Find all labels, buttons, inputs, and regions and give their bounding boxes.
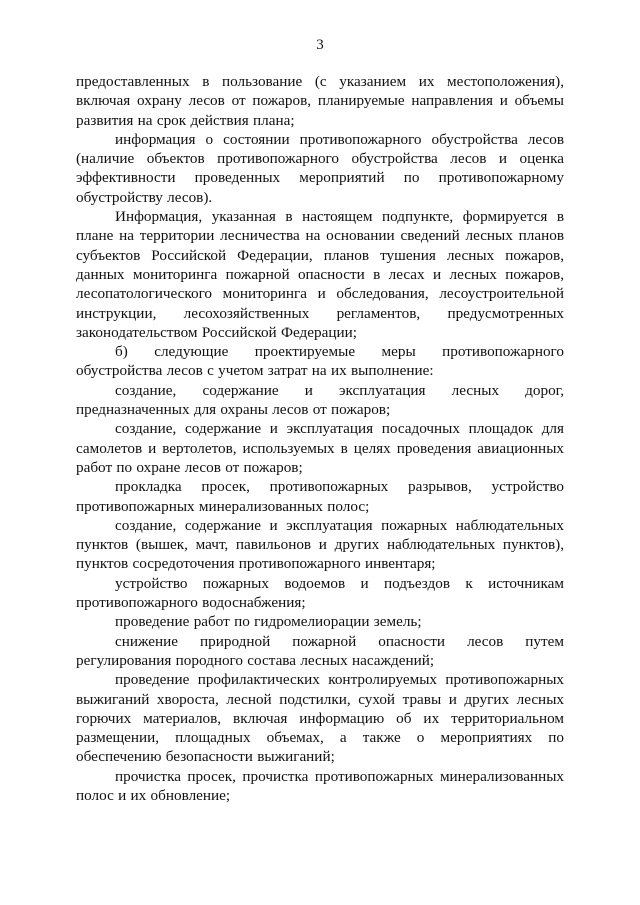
paragraph: информация о состоянии противопожарного обустройства лесов (наличие объектов противопожарного обустройства лесов и оценка эффективности проведенных мероприятий по противопожарному обустройству лесов).	[76, 130, 564, 206]
paragraph: создание, содержание и эксплуатация посадочных площадок для самолетов и вертолетов, используемых в целях проведения авиационных работ по охране лесов от пожаров;	[76, 420, 564, 476]
document-body	[76, 72, 564, 805]
paragraph: проведение работ по гидромелиорации земель;	[115, 613, 422, 631]
paragraph: создание, содержание и эксплуатация пожарных наблюдательных пунктов (вышек, мачт, павильонов и других наблюдательных пунктов), пунктов сосредоточения противопожарного инвентаря;	[76, 516, 564, 573]
page-number: 3	[316, 37, 324, 53]
paragraph: прочистка просек, прочистка противопожарных минерализованных полос и их обновление;	[76, 767, 564, 804]
paragraph: Информация, указанная в настоящем подпункте, формируется в плане на территории лесничества на основании сведений лесных планов субъектов Российской Федерации, планов тушения лесных пожаров, данных мониторинга пожарной опасности в лесах и лесных пожаров, лесопатологического мониторинга и обследования, лесоустроительной инструкции, лесохозяйственных регламентов, предусмотренных законодательством Российской Федерации;	[76, 208, 564, 341]
paragraph: проведение профилактических контролируемых противопожарных выжиганий хвороста, лесной подстилки, сухой травы и других лесных горючих материалов, включая информацию об их территориальном размещении, площадных объемах, а также о мероприятиях по обеспечению безопасности выжиганий;	[76, 671, 564, 766]
paragraph: устройство пожарных водоемов и подъездов к источникам противопожарного водоснабжения;	[76, 574, 564, 612]
paragraph: предоставленных в пользование (с указанием их местоположения), включая охрану лесов от пожаров, планируемые направления и объемы развития на срок действия плана;	[76, 73, 564, 129]
paragraph: б) следующие проектируемые меры противопожарного обустройства лесов с учетом затрат на их выполнение:	[76, 343, 564, 380]
paragraph: создание, содержание и эксплуатация лесных дорог, предназначенных для охраны лесов от пожаров;	[76, 381, 564, 419]
paragraph: прокладка просек, противопожарных разрывов, устройство противопожарных минерализованных полос;	[76, 478, 564, 515]
paragraph: снижение природной пожарной опасности лесов путем регулирования породного состава лесных насаждений;	[76, 632, 564, 669]
